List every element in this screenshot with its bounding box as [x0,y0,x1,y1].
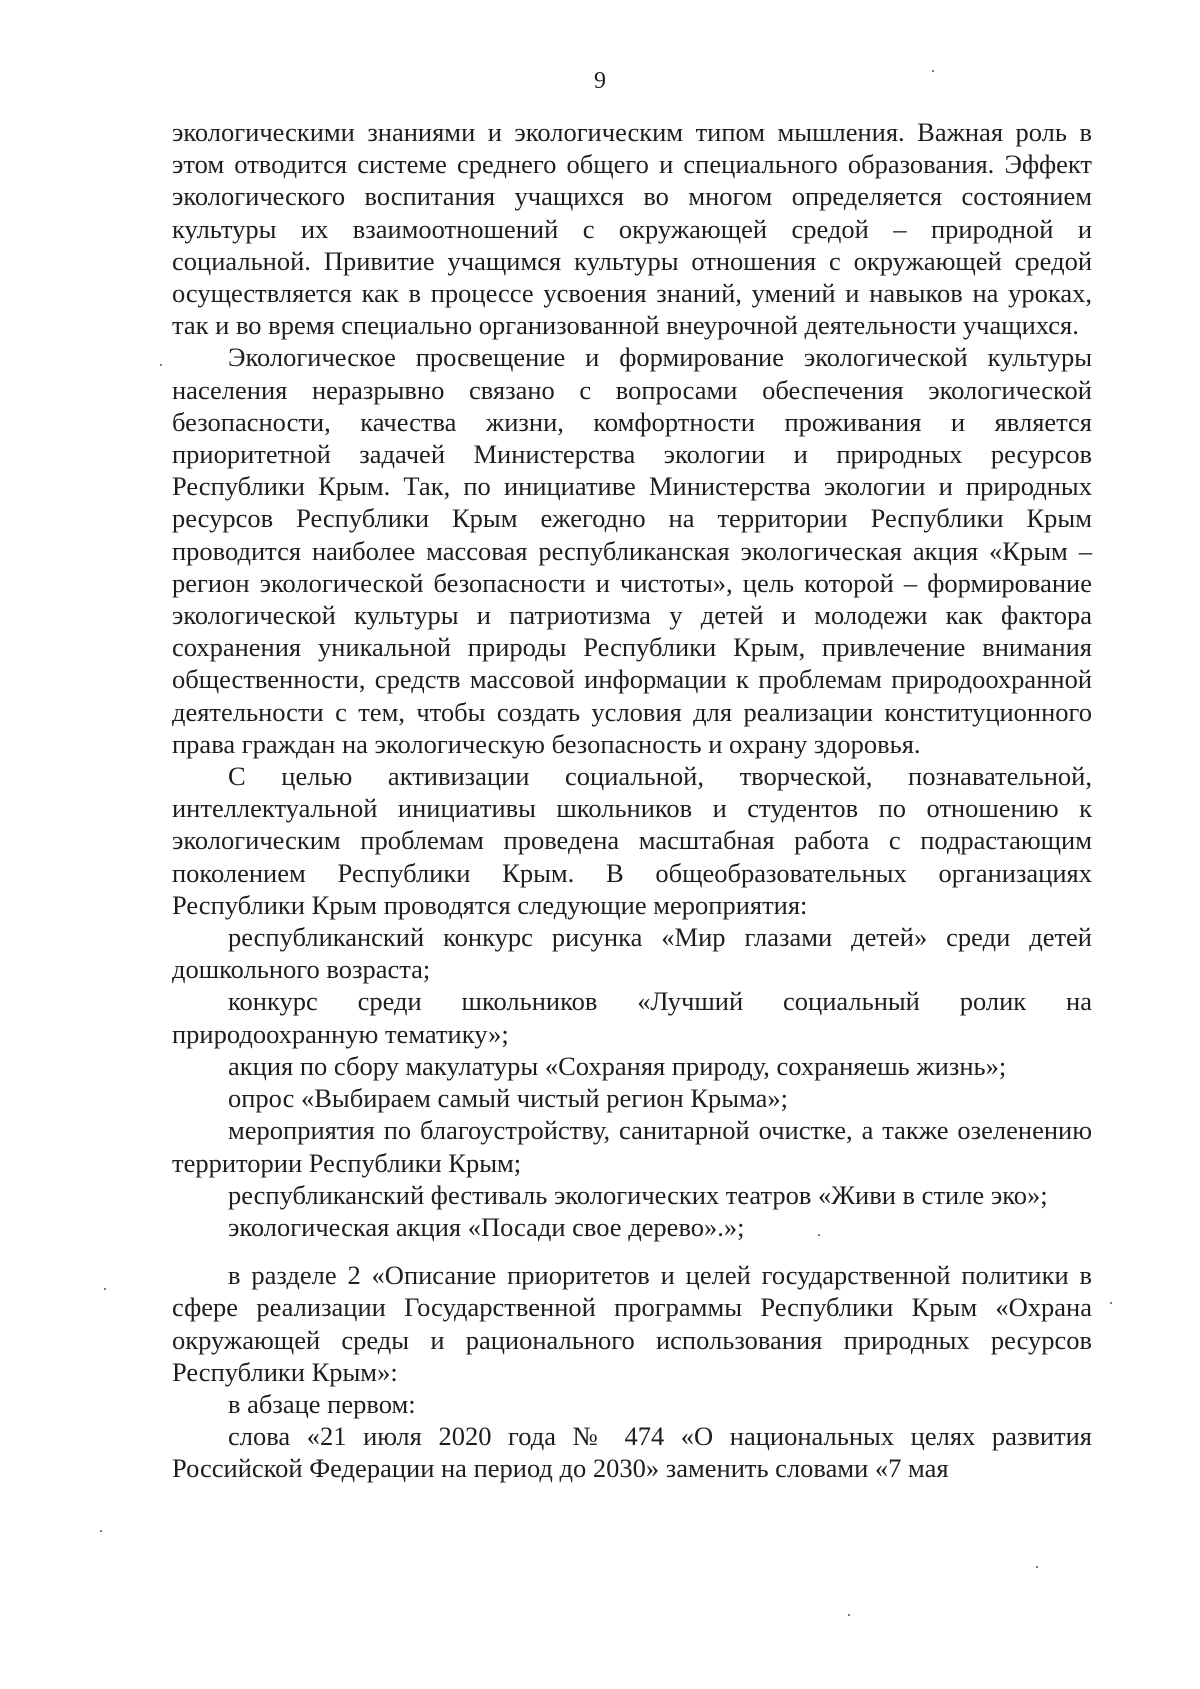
paragraph-ecological-culture: Экологическое просвещение и формирование экологической культуры населения неразрывно связано с вопросами обеспечения экологической безопасности, качества жизни, комфортности проживания и является приоритетной задачей Министерства экологии и природных ресурсов Республики Крым. Так, по инициативе Министерства экологии и природных ресурсов Республики Крым ежегодно на территории Республики Крым проводится наиболее массовая республиканская экологическая акция «Крым – регион экологической безопасности и чистоты», цель которой – формирование экологической культуры и патриотизма у детей и молодежи как фактора сохранения уникальной природы Республики Крым, привлечение внимания общественности, средств массовой информации к проблемам природоохранной деятельности с тем, чтобы создать условия для реализации конституционного права граждан на экологическую безопасность и охрану здоровья. [172,342,1092,759]
scan-speck [104,1288,106,1290]
list-item-landscaping: мероприятия по благоустройству, санитарной очистке, а также озеленению территории Республики Крым; [172,1115,1092,1178]
paragraph-replace-words: слова «21 июля 2020 года № 474 «О национальных целях развития Российской Федерации на период до 2030» заменить словами «7 мая [172,1421,1092,1484]
paragraph-youth-activities: С целью активизации социальной, творческой, познавательной, интеллектуальной инициативы школьников и студентов по отношению к экологическим проблемам проведена масштабная работа с подрастающим поколением Республики Крым. В общеобразовательных организациях Республики Крым проводятся следующие мероприятия: [172,761,1092,920]
list-item-survey: опрос «Выбираем самый чистый регион Крыма»; [228,1083,789,1114]
list-item-paper-collection: акция по сбору макулатуры «Сохраняя природу, сохраняешь жизнь»; [228,1050,1007,1081]
list-item-plant-tree: экологическая акция «Посади свое дерево».»; [228,1211,745,1242]
page-number: 9 [594,68,606,94]
scan-speck [1036,1566,1038,1568]
paragraph-ecological-education: экологическими знаниями и экологическим типом мышления. Важная роль в этом отводится системе среднего общего и специального образования. Эффект экологического воспитания учащихся во многом определяется состоянием культуры их взаимоотношений с окружающей средой – природной и социальной. Привитие учащимся культуры отношения с окружающей средой осуществляется как в процессе усвоения знаний, умений и навыков на уроках, так и во время специально организованной внеурочной деятельности учащихся. [172,117,1092,341]
list-item-drawing-contest: республиканский конкурс рисунка «Мир глазами детей» среди детей дошкольного возраста; [172,922,1092,985]
scan-speck [932,70,934,72]
document-body [172,116,1092,1485]
scan-speck [160,364,162,366]
scan-speck [818,1234,820,1236]
paragraph-section-2: в разделе 2 «Описание приоритетов и целей государственной политики в сфере реализации Государственной программы Республики Крым «Охрана окружающей среды и рационального использования природных ресурсов Республики Крым»: [172,1260,1092,1387]
scan-speck [848,1614,850,1616]
paragraph-first-subparagraph: в абзаце первом: [228,1388,416,1419]
list-item-theatre-festival: республиканский фестиваль экологических театров «Живи в стиле эко»; [228,1179,1048,1210]
scan-speck [1110,1302,1112,1304]
scan-speck [100,1530,102,1532]
list-item-video-contest: конкурс среди школьников «Лучший социальный ролик на природоохранную тематику»; [172,986,1092,1049]
